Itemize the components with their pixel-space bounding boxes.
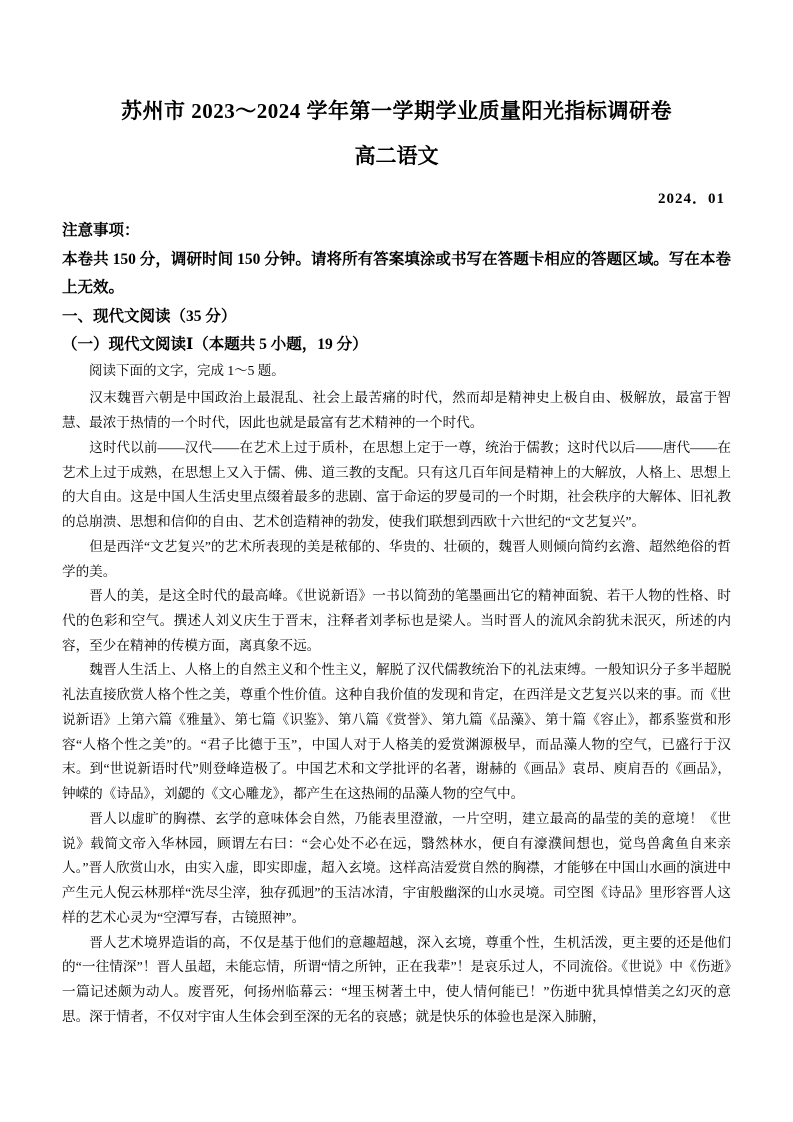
passage-paragraph: 晋人艺术境界造诣的高，不仅是基于他们的意趣超越，深入玄境，尊重个性，生机活泼，更主要的还是他们的“一往情深”！晋人虽超，未能忘情，所谓“情之所钟，正在我辈”！是哀乐过人，不同流俗。《世说》中《伤逝》一篇记述颇为动人。废晋死，何扬州临幕云：“埋玉树著土中，使人情何能已！”伤逝中犹具悼惜美之幻灭的意思。深于情者，不仅对宇宙人生体会到至深的无名的哀感；就是快乐的体验也是深入肺腑， [62,934,731,1024]
notice-text: 本卷共 150 分，调研时间 150 分钟。请将所有答案填涂或书写在答题卡相应的答题区域。写在本卷上无效。 [62,251,731,296]
passage-paragraph: 但是西洋“文艺复兴”的艺术所表现的美是秾郁的、华贵的、壮硕的，魏晋人则倾向简约玄澹、超然绝俗的哲学的美。 [62,538,731,579]
passage-paragraph: 这时代以前——汉代——在艺术上过于质朴，在思想上定于一尊，统治于儒教；这时代以后——唐代——在艺术上过于成熟，在思想上又入于儒、佛、道三教的支配。只有这几百年间是精神上的大解放，人格上、思想上的大自由。这是中国人生活史里点缀着最多的悲剧、富于命运的罗曼司的一个时期，社会秩序的大解体、旧礼教的总崩溃、思想和信仰的自由、艺术创造精神的勃发，使我们联想到西欧十六世纪的“文艺复兴”。 [62,439,731,530]
exam-date: 2024．01 [657,190,725,207]
reading-prompt: 阅读下面的文字，完成 1～5 题。 [89,363,285,379]
passage-paragraph: 汉末魏晋六朝是中国政治上最混乱、社会上最苦痛的时代，然而却是精神史上极自由、极解放，最富于智慧、最浓于热情的一个时代，因此也就是最富有艺术精神的一个时代。 [62,390,731,431]
passage-paragraph: 晋人的美，是这全时代的最高峰。《世说新语》一书以简劲的笔墨画出它的精神面貌、若干人物的性格、时代的色彩和空气。撰述人刘义庆生于晋末，注释者刘孝标也是梁人。当时晋人的流风余韵犹未泯灭，所述的内容，至少在精神的传模方面，离真象不远。 [62,588,731,653]
passage-paragraph: 魏晋人生活上、人格上的自然主义和个性主义，解脱了汉代儒教统治下的礼法束缚。一般知识分子多半超脱礼法直接欣赏人格个性之美，尊重个性价值。这种自我价值的发现和肯定，在西洋是文艺复兴以来的事。而《世说新语》上第六篇《雅量》、第七篇《识鉴》、第八篇《赏誉》、第九篇《品藻》、第十篇《容止》，都系鉴赏和形容“人格个性之美”的。“君子比德于玉”，中国人对于人格美的爱赏渊源极早，而品藻人物的空气，已盛行于汉末。到“世说新语时代”则登峰造极了。中国艺术和文学批评的名著，谢赫的《画品》袁昂、庾肩吾的《画品》，钟嵘的《诗品》，刘勰的《文心雕龙》，都产生在这热闹的品藻人物的空气中。 [62,662,731,802]
passage-body [62,386,731,1029]
subsection-heading-one: （一）现代文阅读Ⅰ（本题共 5 小题，19 分） [62,336,368,354]
section-heading-one: 一、现代文阅读（35 分） [62,308,237,326]
notice-label: 注意事项： [62,221,140,239]
page-title: 苏州市 2023～2024 学年第一学期学业质量阳光指标调研卷 [121,99,672,123]
passage-paragraph: 晋人以虚旷的胸襟、玄学的意味体会自然，乃能表里澄澈，一片空明，建立最高的晶莹的美的意境！《世说》载简文帝入华林园，顾谓左右曰：“会心处不必在远，翳然林水，便自有濠濮间想也，觉鸟兽禽鱼自来亲人。”晋人欣赏山水，由实入虚，即实即虚，超入玄境。这样高洁爱赏自然的胸襟，才能够在中国山水画的演进中产生元人倪云林那样“洗尽尘滓，独存孤迥”的玉洁冰清，宇宙般幽深的山水灵境。司空图《诗品》里形容晋人这样的艺术心灵为“空潭写春，古镜照神”。 [62,810,731,925]
subject-title: 高二语文 [354,143,439,168]
